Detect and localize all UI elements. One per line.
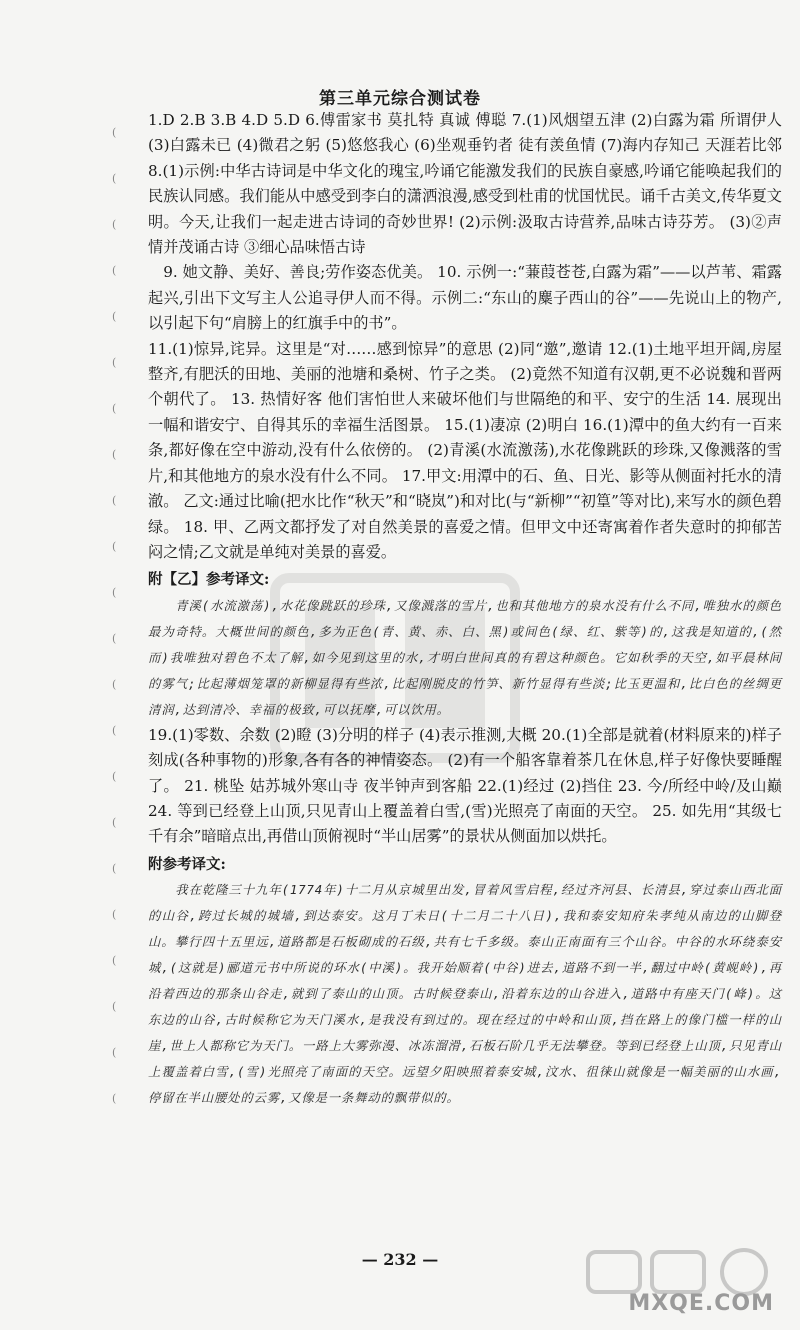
margin-mark: ( [112, 264, 117, 277]
answers-paragraph-2: 9. 她文静、美好、善良;劳作姿态优美。 10. 示例一:“蒹葭苍苍,白露为霜”——以芦苇、霜露起兴,引出下文写主人公追寻伊人而不得。示例二:“东山的麋子西山的谷”——先说山上的物产,以引起下句“肩膀上的红旗手中的书”。 [148, 263, 782, 333]
margin-mark: ( [112, 172, 117, 185]
margin-mark: ( [112, 126, 117, 139]
margin-mark: ( [112, 908, 117, 921]
page-title: 第三单元综合测试卷 [319, 89, 481, 109]
margin-mark: ( [112, 356, 117, 369]
margin-mark: ( [112, 724, 117, 737]
margin-mark: ( [112, 678, 117, 691]
binding-margin-marks [112, 110, 128, 1122]
watermark-text: MXQE.COM [628, 1291, 774, 1316]
margin-mark: ( [112, 540, 117, 553]
translation-heading-1: 附【乙】参考译文: [148, 571, 270, 589]
margin-mark: ( [112, 862, 117, 875]
margin-mark: ( [112, 954, 117, 967]
margin-mark: ( [112, 402, 117, 415]
margin-mark: ( [112, 1000, 117, 1013]
margin-mark: ( [112, 586, 117, 599]
margin-mark: ( [112, 632, 117, 645]
translation-text-2: 我在乾隆三十九年(1774年)十二月从京城里出发,冒着风雪启程,经过齐河县、长清县,穿过泰山西北面的山谷,跨过长城的城墙,到达泰安。这月丁未日(十二月二十八日),我和泰安知府朱孝纯从南边的山脚登山。攀行四十五里远,道路都是石板砌成的石级,共有七千多级。泰山正南面有三个山谷。中谷的水环绕泰安城,(这就是)郦道元书中所说的环水(中溪)。我开始顺着(中谷)进去,道路不到一半,翻过中岭(黄岘岭),再沿着西边的那条山谷走,就到了泰山的山顶。古时候登泰山,沿着东边的山谷进入,道路中有座天门(峰)。这东边的山谷,古时候称它为天门溪水,是我没有到过的。现在经过的中岭和山顶,挡在路上的像门槛一样的山崖,世上人都称它为天门。一路上大雾弥漫、冰冻溜滑,石板石阶几乎无法攀登。等到已经登上山顶,只见青山上覆盖着白雪,(雪)光照亮了南面的天空。远望夕阳映照着泰安城,汶水、徂徕山就像是一幅美丽的山水画,停留在半山腰处的云雾,又像是一条舞动的飘带似的。 [148, 882, 782, 1106]
page-number: — 232 — [361, 1250, 439, 1269]
answers-paragraph-4: 19.(1)零数、余数 (2)瞪 (3)分明的样子 (4)表示推测,大概 20.(1)全部是就着(材料原来的)样子刻成(各种事物的)形象,各有各的神情姿态。 (2)有一个船客靠着茶几在休息,样子好像快要睡醒了。 21. 桃坠 姑苏城外寒山寺 夜半钟声到客船 22.(1)经过 (2)挡住 23. 今/所经中岭/及山巅 24. 等到已经登上山顶,只见青山上覆盖着白雪,(雪)光照亮了南面的天空。 25. 如先用“其级七千有余”暗暗点出,再借山顶俯视时“半山居雾”的景状从侧面加以烘托。 [148, 725, 782, 846]
margin-mark: ( [112, 448, 117, 461]
translation-text-1: 青溪(水流激荡),水花像跳跃的珍珠,又像溅落的雪片,也和其他地方的泉水没有什么不同,唯独水的颜色最为奇特。大概世间的颜色,多为正色(青、黄、赤、白、黑)或间色(绿、红、紫等)的,这我是知道的,(然而)我唯独对碧色不太了解,如今见到这里的水,才明白世间真的有碧这种颜色。它如秋季的天空,如平晨林间的雾气;比起薄烟笼罩的新柳显得有些浓,比起刚脱皮的竹笋、新竹显得有些淡;比玉更温和,比白色的丝绸更清润,达到清冷、幸福的极致,可以抚摩,可以饮用。 [148, 597, 782, 717]
margin-mark: ( [112, 1092, 117, 1105]
translation-heading-2: 附参考译文: [148, 855, 226, 873]
margin-mark: ( [112, 218, 117, 231]
answers-paragraph-1: 1.D 2.B 3.B 4.D 5.D 6.傅雷家书 莫扎特 真诚 傅聪 7.(1)风烟望五津 (2)白露为霜 所谓伊人 (3)白露未已 (4)微君之躬 (5)悠悠我心 (6)坐观垂钓者 徒有羡鱼情 (7)海内存知己 天涯若比邻 8.(1)示例:中华古诗词是中华文化的瑰宝,吟诵它能激发我们的民族自豪感,吟诵它能唤起我们的民族认同感。我们能从中感受到李白的潇洒浪漫,感受到杜甫的忧国忧民。诵千古美文,传华夏文明。今天,让我们一起走进古诗词的奇妙世界! (2)示例:汲取古诗营养,品味古诗芬芳。 (3)②声情并茂诵古诗 ③细心品味悟古诗 [148, 111, 782, 257]
margin-mark: ( [112, 494, 117, 507]
answers-paragraph-3: 11.(1)惊异,诧异。这里是“对……感到惊异”的意思 (2)同“邀”,邀请 12.(1)土地平坦开阔,房屋整齐,有肥沃的田地、美丽的池塘和桑树、竹子之类。 (2)竟然不知道有汉朝,更不必说魏和晋两个朝代了。 13. 热情好客 他们害怕世人来破坏他们与世隔绝的和平、安宁的生活 14. 展现出一幅和谐安宁、自得其乐的幸福生活图景。 15.(1)凄凉 (2)明白 16.(1)潭中的鱼大约有一百来条,都好像在空中游动,没有什么依傍的。 (2)青溪(水流激荡),水花像跳跃的珍珠,又像溅落的雪片,和其他地方的泉水没有什么不同。 17.甲文:用潭中的石、鱼、日光、影等从侧面衬托水的清澈。 乙文:通过比喻(把水比作“秋天”和“晓岚”)和对比(与“新柳”“初篁”等对比),来写水的颜色碧绿。 18. 甲、乙两文都抒发了对自然美景的喜爱之情。但甲文中还寄寓着作者失意时的抑郁苦闷之情;乙文就是单纯对美景的喜爱。 [148, 339, 782, 561]
margin-mark: ( [112, 310, 117, 323]
margin-mark: ( [112, 770, 117, 783]
answer-content [148, 108, 782, 1111]
margin-mark: ( [112, 816, 117, 829]
margin-mark: ( [112, 1046, 117, 1059]
